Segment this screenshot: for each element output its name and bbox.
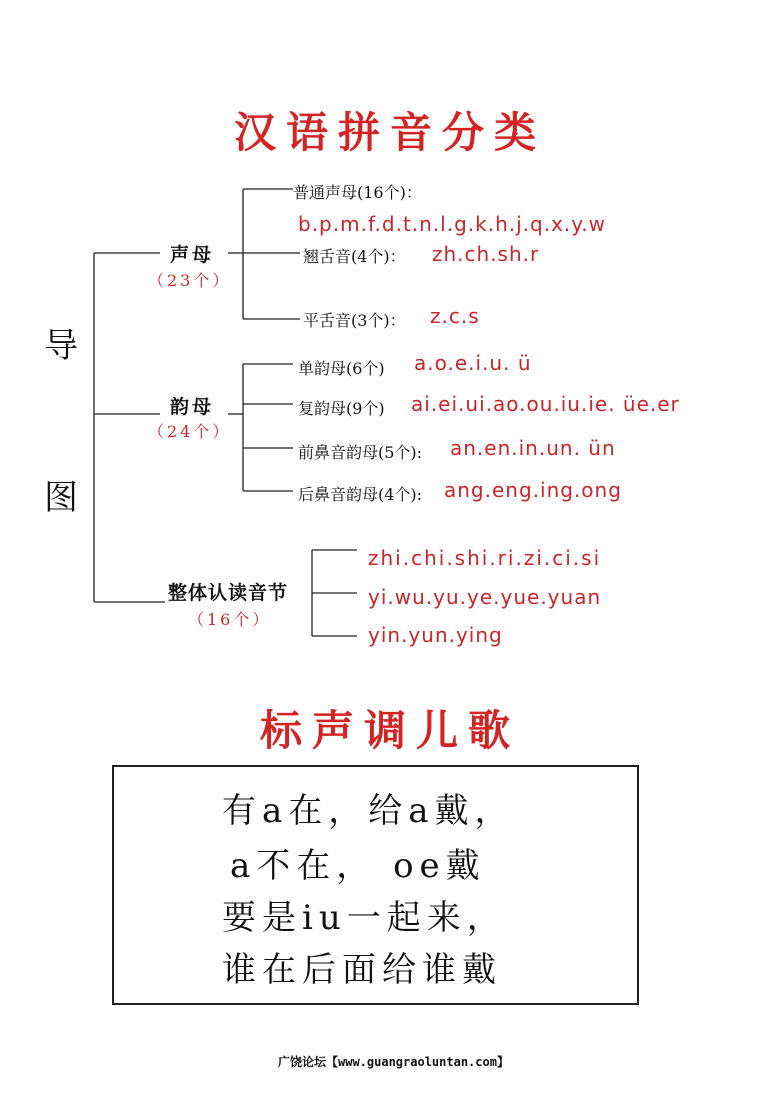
zhengti-row: yi.wu.yu.ye.yue.yuan	[368, 585, 602, 609]
zhengti-count: （16个）	[188, 610, 272, 629]
side-label-dao: 导	[44, 326, 78, 366]
yunmu-count: （24个）	[148, 422, 232, 441]
yunmu-item-label: 单韵母(6个)	[298, 359, 385, 378]
yunmu-item-label: 复韵母(9个)	[298, 399, 385, 418]
rhyme-line: a不在， oe戴	[230, 846, 486, 886]
page-title: 汉语拼音分类	[233, 108, 546, 157]
shengmu-item-value: z.c.s	[430, 304, 480, 328]
footer-credit: 广饶论坛【www.guangraoluntan.com】	[278, 1055, 509, 1069]
yunmu-item-label: 后鼻音韵母(4个):	[298, 485, 423, 504]
yunmu-item-value: ang.eng.ing.ong	[444, 478, 622, 502]
yunmu-item-value: ai.ei.ui.ao.ou.iu.ie. üe.er	[411, 392, 680, 416]
yunmu-item-value: an.en.in.un. ün	[450, 436, 616, 460]
shengmu-item-label: 翘舌音(4个)：	[303, 247, 406, 266]
rhyme-line: 要是iu一起来，	[222, 898, 507, 938]
zhengti-heading: 整体认读音节	[168, 582, 289, 604]
yunmu-heading: 韵母	[170, 396, 215, 418]
shengmu-count: （23个）	[148, 271, 232, 290]
yunmu-item-label: 前鼻音韵母(5个):	[298, 443, 423, 462]
rhyme-line: 谁在后面给谁戴	[222, 950, 502, 990]
rhyme-line: 有a在，给a戴，	[222, 791, 515, 831]
zhengti-row: yin.yun.ying	[368, 623, 503, 647]
zhengti-row: zhi.chi.shi.ri.zi.ci.si	[368, 546, 602, 570]
shengmu-heading: 声母	[170, 244, 215, 266]
side-label-tu: 图	[44, 478, 78, 518]
shengmu-item-value: zh.ch.sh.r	[432, 242, 540, 266]
shengmu-item-value: b.p.m.f.d.t.n.l.g.k.h.j.q.x.y.w	[298, 212, 606, 236]
yunmu-item-value: a.o.e.i.u. ü	[414, 351, 532, 375]
shengmu-item-label: 普通声母(16个)：	[293, 183, 422, 202]
shengmu-item-label: 平舌音(3个)：	[303, 311, 406, 330]
rhyme-title: 标声调儿歌	[259, 706, 520, 755]
